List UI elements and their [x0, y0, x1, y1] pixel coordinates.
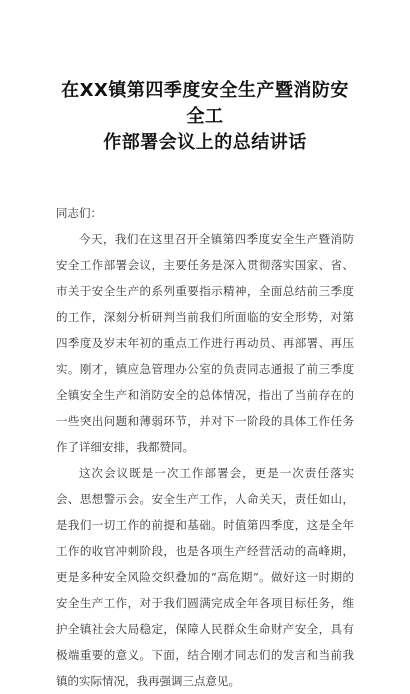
- document-title: [56, 78, 354, 156]
- salutation: 同志们：: [56, 206, 102, 220]
- paragraph-2: 这次会议既是一次工作部署会，更是一次责任落实会、思想警示会。安全生产工作，人命关天，责任如山，是我们一切工作的前提和基础。时值第四季度，这是全年工作的收官冲刺阶段，也是各项生产经营活动的高峰期，更是多种安全风险交织叠加的“高危期”。做好这一时期的安全生产工作，对于我们圆满完成全年各项目标任务，维护全镇社会大局稳定，保障人民群众生命财产安全，具有极端重要的意义。下面，结合刚才同志们的发言和当前我镇的实际情况，我再强调三点意见。: [56, 466, 354, 688]
- title-line-1: 在XX镇第四季度安全生产暨消防安全工: [61, 80, 349, 127]
- document-body: [56, 200, 354, 694]
- title-line-2: 作部署会议上的总结讲话: [103, 132, 307, 153]
- paragraph-1: 今天，我们在这里召开全镇第四季度安全生产暨消防安全工作部署会议，主要任务是深入贯彻落实国家、省、市关于安全生产的系列重要指示精神，全面总结前三季度的工作，深刻分析研判当前我们所面临的安全形势，对第四季度及岁末年初的重点工作进行再动员、再部署、再压实。刚才，镇应急管理办公室的负责同志通报了前三季度全镇安全生产和消防安全的总体情况，指出了当前存在的一些突出问题和薄弱环节，并对下一阶段的具体工作任务作了详细安排，我都赞同。: [56, 232, 354, 454]
